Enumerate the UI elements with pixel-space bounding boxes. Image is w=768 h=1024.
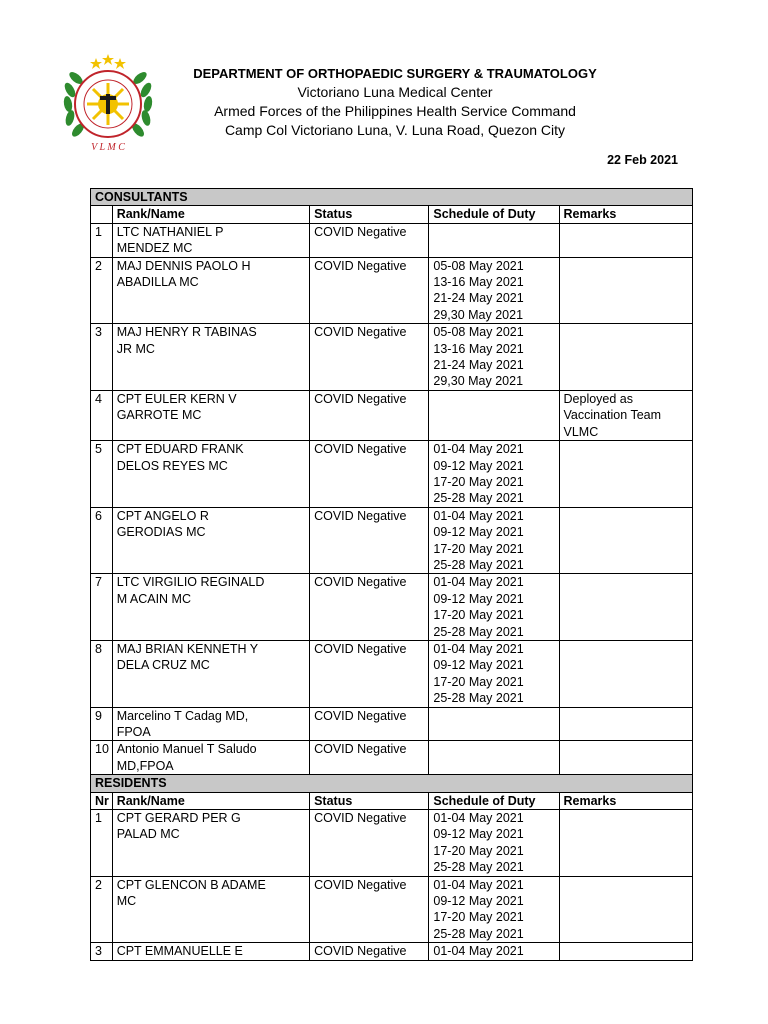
table-row xyxy=(91,943,693,960)
row-number: 4 xyxy=(91,390,113,440)
remarks-cell xyxy=(559,810,692,877)
hospital-name: Victoriano Luna Medical Center xyxy=(297,84,493,100)
column-header-remarks: Remarks xyxy=(559,792,692,809)
rank-name-cell: LTC VIRGILIO REGINALD M ACAIN MC xyxy=(112,574,309,641)
logo-initials: V L M C xyxy=(91,142,125,153)
row-number: 1 xyxy=(91,810,113,877)
residents-section-row xyxy=(91,775,693,792)
row-number: 1 xyxy=(91,223,113,257)
rank-name-cell: MAJ BRIAN KENNETH Y DELA CRUZ MC xyxy=(112,640,309,707)
table-row xyxy=(91,876,693,943)
status-cell: COVID Negative xyxy=(310,741,429,775)
schedule-cell xyxy=(429,707,559,741)
row-number: 2 xyxy=(91,876,113,943)
column-header-nr: Nr xyxy=(91,792,113,809)
address-line: Camp Col Victoriano Luna, V. Luna Road, Quezon City xyxy=(224,122,566,138)
remarks-cell xyxy=(559,640,692,707)
schedule-cell: 01-04 May 2021 09-12 May 2021 17-20 May 2021 25-28 May 2021 xyxy=(429,507,559,574)
column-header-rank-name: Rank/Name xyxy=(112,206,309,223)
row-number: 10 xyxy=(91,741,113,775)
column-header-schedule: Schedule of Duty xyxy=(429,206,559,223)
row-number: 3 xyxy=(91,943,113,960)
rank-name-cell: MAJ HENRY R TABINAS JR MC xyxy=(112,324,309,391)
rank-name-cell: MAJ DENNIS PAOLO H ABADILLA MC xyxy=(112,257,309,324)
remarks-cell: Deployed as Vaccination Team VLMC xyxy=(559,390,692,440)
schedule-cell: 01-04 May 2021 09-12 May 2021 17-20 May 2021 25-28 May 2021 xyxy=(429,876,559,943)
column-header-nr xyxy=(91,206,113,223)
rank-name-cell: CPT ANGELO R GERODIAS MC xyxy=(112,507,309,574)
command-name: Armed Forces of the Philippines Health Service Command xyxy=(214,103,576,119)
consultants-section-row xyxy=(91,189,693,206)
rank-name-cell: CPT GERARD PER G PALAD MC xyxy=(112,810,309,877)
remarks-cell xyxy=(559,574,692,641)
schedule-cell: 01-04 May 2021 09-12 May 2021 17-20 May 2021 25-28 May 2021 xyxy=(429,441,559,508)
section-title: CONSULTANTS xyxy=(91,189,693,206)
remarks-cell xyxy=(559,876,692,943)
schedule-cell: 01-04 May 2021 09-12 May 2021 17-20 May 2021 25-28 May 2021 xyxy=(429,574,559,641)
column-header-status: Status xyxy=(310,206,429,223)
residents-header-row xyxy=(91,792,693,809)
status-cell: COVID Negative xyxy=(310,943,429,960)
status-cell: COVID Negative xyxy=(310,390,429,440)
schedule-cell: 05-08 May 2021 13-16 May 2021 21-24 May 2021 29,30 May 2021 xyxy=(429,257,559,324)
status-cell: COVID Negative xyxy=(310,640,429,707)
column-header-schedule: Schedule of Duty xyxy=(429,792,559,809)
rank-name-cell: LTC NATHANIEL P MENDEZ MC xyxy=(112,223,309,257)
row-number: 3 xyxy=(91,324,113,391)
table-row xyxy=(91,741,693,775)
row-number: 6 xyxy=(91,507,113,574)
row-number: 8 xyxy=(91,640,113,707)
column-header-status: Status xyxy=(310,792,429,809)
row-number: 2 xyxy=(91,257,113,324)
table-row xyxy=(91,324,693,391)
section-title: RESIDENTS xyxy=(91,775,693,792)
schedule-cell xyxy=(429,741,559,775)
remarks-cell xyxy=(559,507,692,574)
duty-roster-table xyxy=(90,188,693,961)
table-row xyxy=(91,507,693,574)
remarks-cell xyxy=(559,441,692,508)
row-number: 5 xyxy=(91,441,113,508)
schedule-cell xyxy=(429,223,559,257)
vlmc-seal-logo xyxy=(58,52,158,156)
table-row xyxy=(91,223,693,257)
table-row xyxy=(91,257,693,324)
table-row xyxy=(91,640,693,707)
column-header-remarks: Remarks xyxy=(559,206,692,223)
status-cell: COVID Negative xyxy=(310,507,429,574)
remarks-cell xyxy=(559,707,692,741)
table-row xyxy=(91,707,693,741)
table-row xyxy=(91,441,693,508)
schedule-cell: 05-08 May 2021 13-16 May 2021 21-24 May 2021 29,30 May 2021 xyxy=(429,324,559,391)
remarks-cell xyxy=(559,257,692,324)
rank-name-cell: CPT EDUARD FRANK DELOS REYES MC xyxy=(112,441,309,508)
remarks-cell xyxy=(559,324,692,391)
remarks-cell xyxy=(559,223,692,257)
document-date: 22 Feb 2021 xyxy=(607,153,678,167)
rank-name-cell: CPT GLENCON B ADAME MC xyxy=(112,876,309,943)
table-row xyxy=(91,810,693,877)
star-icon xyxy=(90,54,126,69)
status-cell: COVID Negative xyxy=(310,257,429,324)
schedule-cell: 01-04 May 2021 09-12 May 2021 17-20 May 2021 25-28 May 2021 xyxy=(429,810,559,877)
rank-name-cell: Antonio Manuel T Saludo MD,FPOA xyxy=(112,741,309,775)
status-cell: COVID Negative xyxy=(310,324,429,391)
status-cell: COVID Negative xyxy=(310,223,429,257)
rank-name-cell: Marcelino T Cadag MD, FPOA xyxy=(112,707,309,741)
status-cell: COVID Negative xyxy=(310,707,429,741)
schedule-cell: 01-04 May 2021 xyxy=(429,943,559,960)
status-cell: COVID Negative xyxy=(310,574,429,641)
rank-name-cell: CPT EULER KERN V GARROTE MC xyxy=(112,390,309,440)
document-header xyxy=(160,64,630,140)
department-title: DEPARTMENT OF ORTHOPAEDIC SURGERY & TRAUMATOLOGY xyxy=(193,66,597,81)
column-header-rank-name: Rank/Name xyxy=(112,792,309,809)
table-row xyxy=(91,390,693,440)
row-number: 9 xyxy=(91,707,113,741)
consultants-header-row xyxy=(91,206,693,223)
status-cell: COVID Negative xyxy=(310,810,429,877)
row-number: 7 xyxy=(91,574,113,641)
schedule-cell xyxy=(429,390,559,440)
status-cell: COVID Negative xyxy=(310,441,429,508)
schedule-cell: 01-04 May 2021 09-12 May 2021 17-20 May 2021 25-28 May 2021 xyxy=(429,640,559,707)
status-cell: COVID Negative xyxy=(310,876,429,943)
rank-name-cell: CPT EMMANUELLE E xyxy=(112,943,309,960)
remarks-cell xyxy=(559,741,692,775)
remarks-cell xyxy=(559,943,692,960)
table-row xyxy=(91,574,693,641)
